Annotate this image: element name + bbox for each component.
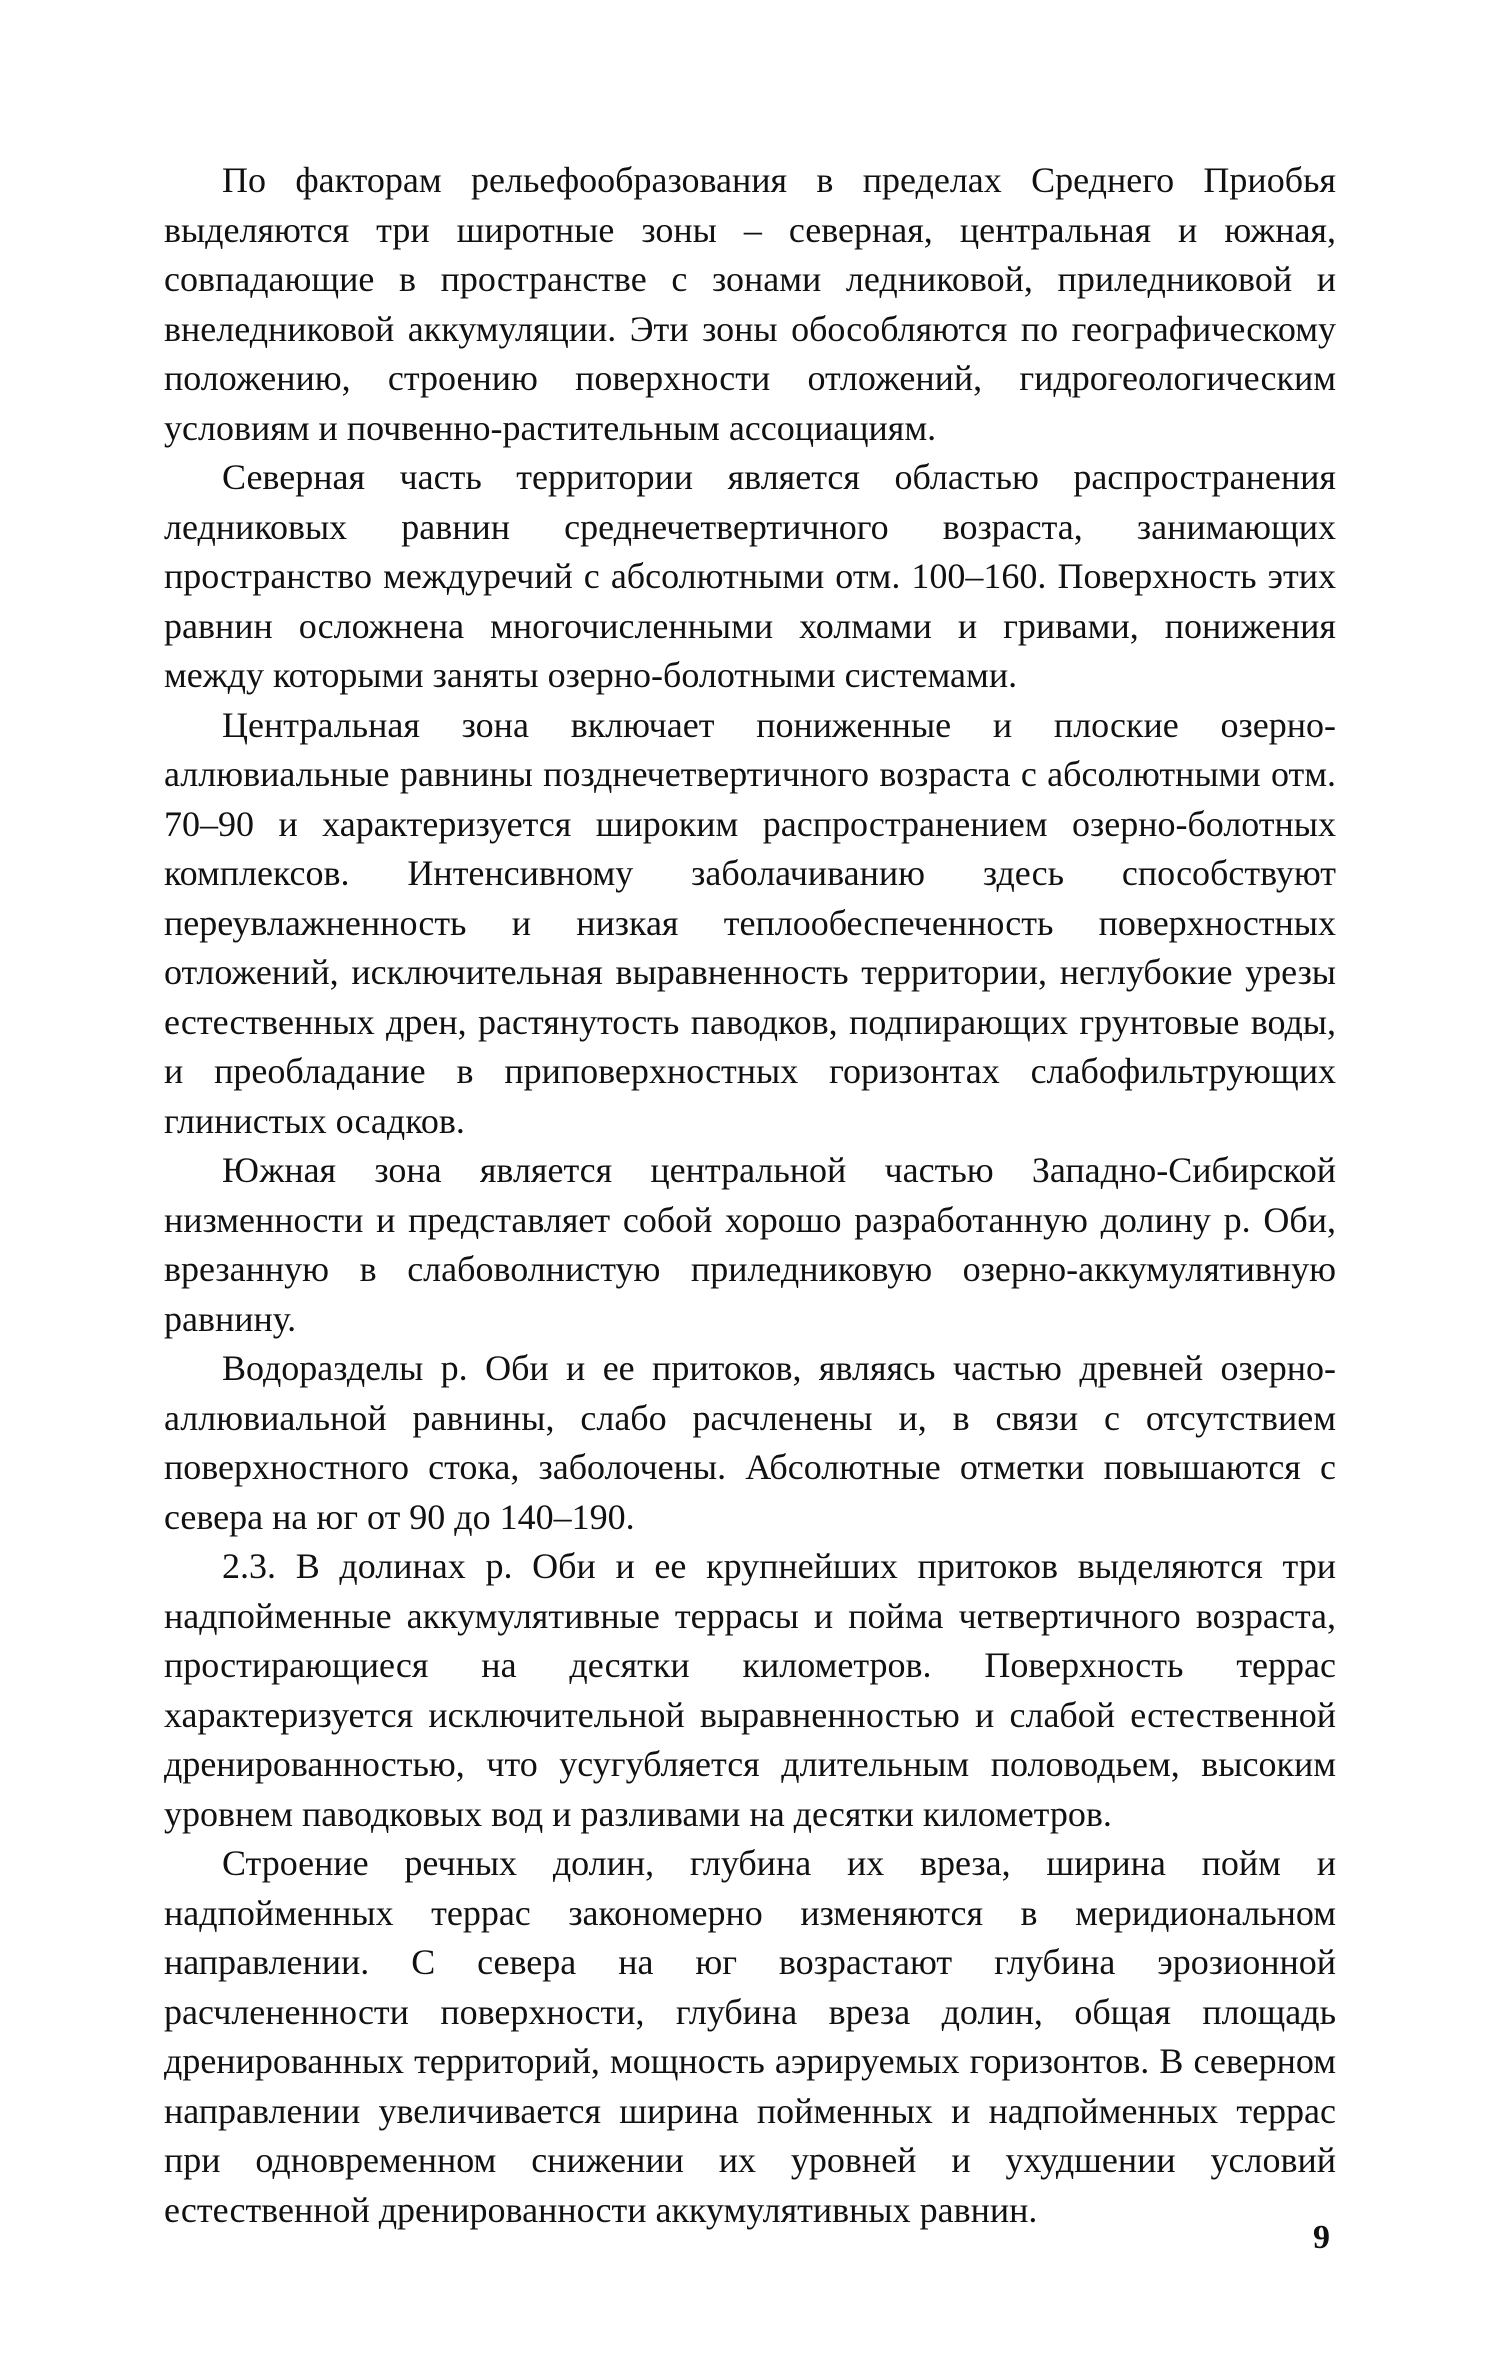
page-number: 9 [1313, 2219, 1330, 2256]
paragraph-section-2-3: 2.3. В долинах р. Оби и ее крупнейших притоков выделяются три надпойменные аккумулятивные террасы и пойма четвертичного возраста, простирающиеся на десятки километров. Поверхность террас характеризуется исключительной выравненностью и слабой естественной дренированностью, что усугубляется длительным половодьем, высоким уровнем паводковых вод и разливами на десятки километров. [164, 1546, 1336, 1834]
paragraph-central-zone: Центральная зона включает пониженные и плоские озерно-аллювиальные равнины позднечетвертичного возраста с абсолютными отм. 70–90 и характеризуется широким распространением озерно-болотных комплексов. Интенсивному заболачиванию здесь способствуют переувлажненность и низкая теплообеспеченность поверхностных отложений, исключительная выравненность территории, неглубокие урезы естественных дрен, растянутость паводков, подпирающих грунтовые воды, и преобладание в приповерхностных горизонтах слабофильтрующих глинистых осадков. [164, 704, 1336, 1141]
paragraph-relief-zones: По факторам рельефообразования в пределах Среднего Приобья выделяются три широтные зоны – северная, центральная и южная, совпадающие в пространстве с зонами ледниковой, приледниковой и внеледниковой аккумуляции. Эти зоны обособляются по географическому положению, строению поверхности отложений, гидрогеологическим условиям и почвенно-растительным ассоциациям. [164, 160, 1336, 448]
paragraph-northern-part: Северная часть территории является областью распространения ледниковых равнин среднечетвертичного возраста, занимающих пространство междуречий с абсолютными отм. 100–160. Поверхность этих равнин осложнена многочисленными холмами и гривами, понижения между которыми заняты озерно-болотными системами. [164, 457, 1336, 695]
paragraph-watersheds: Водоразделы р. Оби и ее притоков, являясь частью древней озерно-аллювиальной равнины, слабо расчленены и, в связи с отсутствием поверхностного стока, заболочены. Абсолютные отметки повышаются с севера на юг от 90 до 140–190. [164, 1348, 1336, 1537]
paragraph-river-valleys: Строение речных долин, глубина их вреза, ширина пойм и надпойменных террас закономерно изменяются в меридиональном направлении. С севера на юг возрастают глубина эрозионной расчлененности поверхности, глубина вреза долин, общая площадь дренированных территорий, мощность аэрируемых горизонтов. В северном направлении увеличивается ширина пойменных и надпойменных террас при одновременном снижении их уровней и ухудшении условий естественной дренированности аккумулятивных равнин. [164, 1843, 1336, 2230]
paragraph-southern-zone: Южная зона является центральной частью Западно-Сибирской низменности и представляет собой хорошо разработанную долину р. Оби, врезанную в слабоволнистую приледниковую озерно-аккумулятивную равнину. [164, 1150, 1336, 1339]
body-text [164, 156, 1336, 2235]
